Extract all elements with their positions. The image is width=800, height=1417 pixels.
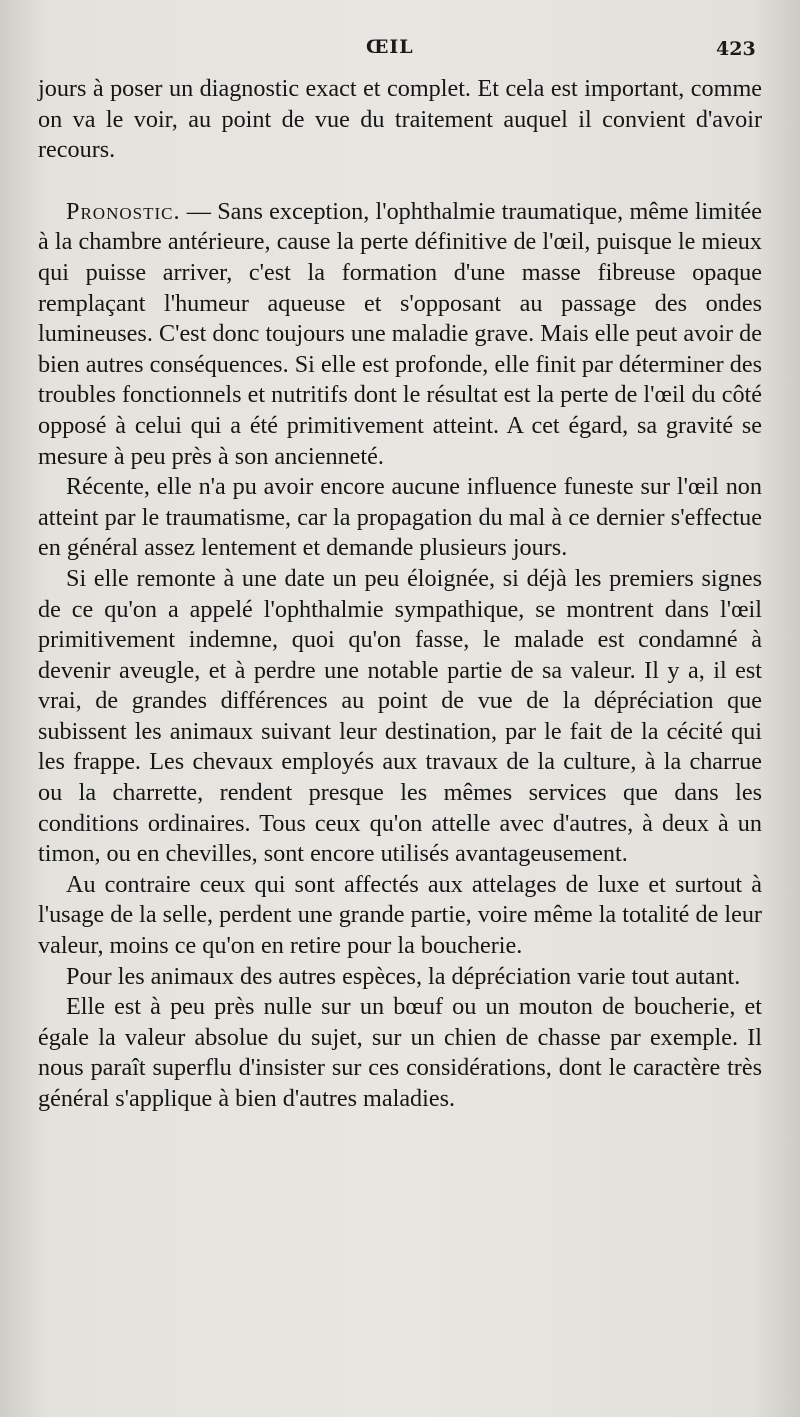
paragraph-pronostic (38, 197, 762, 472)
paragraph-text: — Sans exception, l'ophthalmie traumatique, même limitée à la chambre antérieure, cause la perte définitive de l'œil, puisque le mieux qui puisse arriver, c'est la formation d'une masse fibreuse opaque remplaçant l'humeur aqueuse et s'opposant au passage des ondes lumineuses. C'est donc toujours une maladie grave. Mais elle peut avoir de bien autres conséquences. Si elle est profonde, elle finit par déterminer des troubles fonctionnels et nutritifs dont le résultat est la perte de l'œil du côté opposé à celui qui a été primitivement atteint. A cet égard, sa gravité se mesure à peu près à son ancienneté. (38, 197, 762, 470)
running-head-title: ŒIL (366, 36, 414, 58)
running-head (0, 30, 800, 64)
paragraph-date-eloignee (38, 564, 762, 870)
paragraph-boeuf-mouton (38, 992, 762, 1114)
paragraph-continuation (38, 74, 762, 166)
paragraph-text: Elle est à peu près nulle sur un bœuf ou un mouton de boucherie, et égale la valeur absolue du sujet, sur un chien de chasse par exemple. Il nous paraît superflu d'insister sur ces considérations, dont le caractère très général s'applique à bien d'autres maladies. (38, 993, 762, 1112)
paragraph-text: Pour les animaux des autres espèces, la dépréciation varie tout autant. (66, 962, 741, 990)
paragraph-autres-especes (38, 962, 762, 993)
paragraph-recente (38, 472, 762, 564)
paragraph-text: Au contraire ceux qui sont affectés aux attelages de luxe et surtout à l'usage de la selle, perdent une grande partie, voire même la totalité de leur valeur, moins ce qu'on en retire pour la boucherie. (38, 870, 762, 960)
paragraph-text: jours à poser un diagnostic exact et complet. Et cela est important, comme on va le voir, au point de vue du traitement auquel il convient d'avoir recours. (38, 75, 762, 164)
section-lead-pronostic: Pronostic. (66, 197, 181, 225)
paragraph-text: Récente, elle n'a pu avoir encore aucune influence funeste sur l'œil non atteint par le traumatisme, car la propagation du mal à ce dernier s'effectue en général assez lentement et demande plusieurs jours. (38, 473, 762, 562)
body-text (38, 74, 762, 1115)
paragraph-au-contraire (38, 870, 762, 962)
page-number: 423 (716, 38, 756, 60)
paragraph-text: Si elle remonte à une date un peu éloignée, si déjà les premiers signes de ce qu'on a appelé l'ophthalmie sympathique, se montrent dans l'œil primitivement indemne, quoi qu'on fasse, le malade est condamné à devenir aveugle, et à perdre une notable partie de sa valeur. Il y a, il est vrai, de grandes différences au point de vue de la dépréciation que subissent les animaux suivant leur destination, par le fait de la cécité qui les frappe. Les chevaux employés aux travaux de la culture, à la charrue ou la charrette, rendent presque les mêmes services que dans les conditions ordinaires. Tous ceux qu'on attelle avec d'autres, à deux à un timon, ou en chevilles, sont encore utilisés avantageusement. (38, 564, 762, 868)
